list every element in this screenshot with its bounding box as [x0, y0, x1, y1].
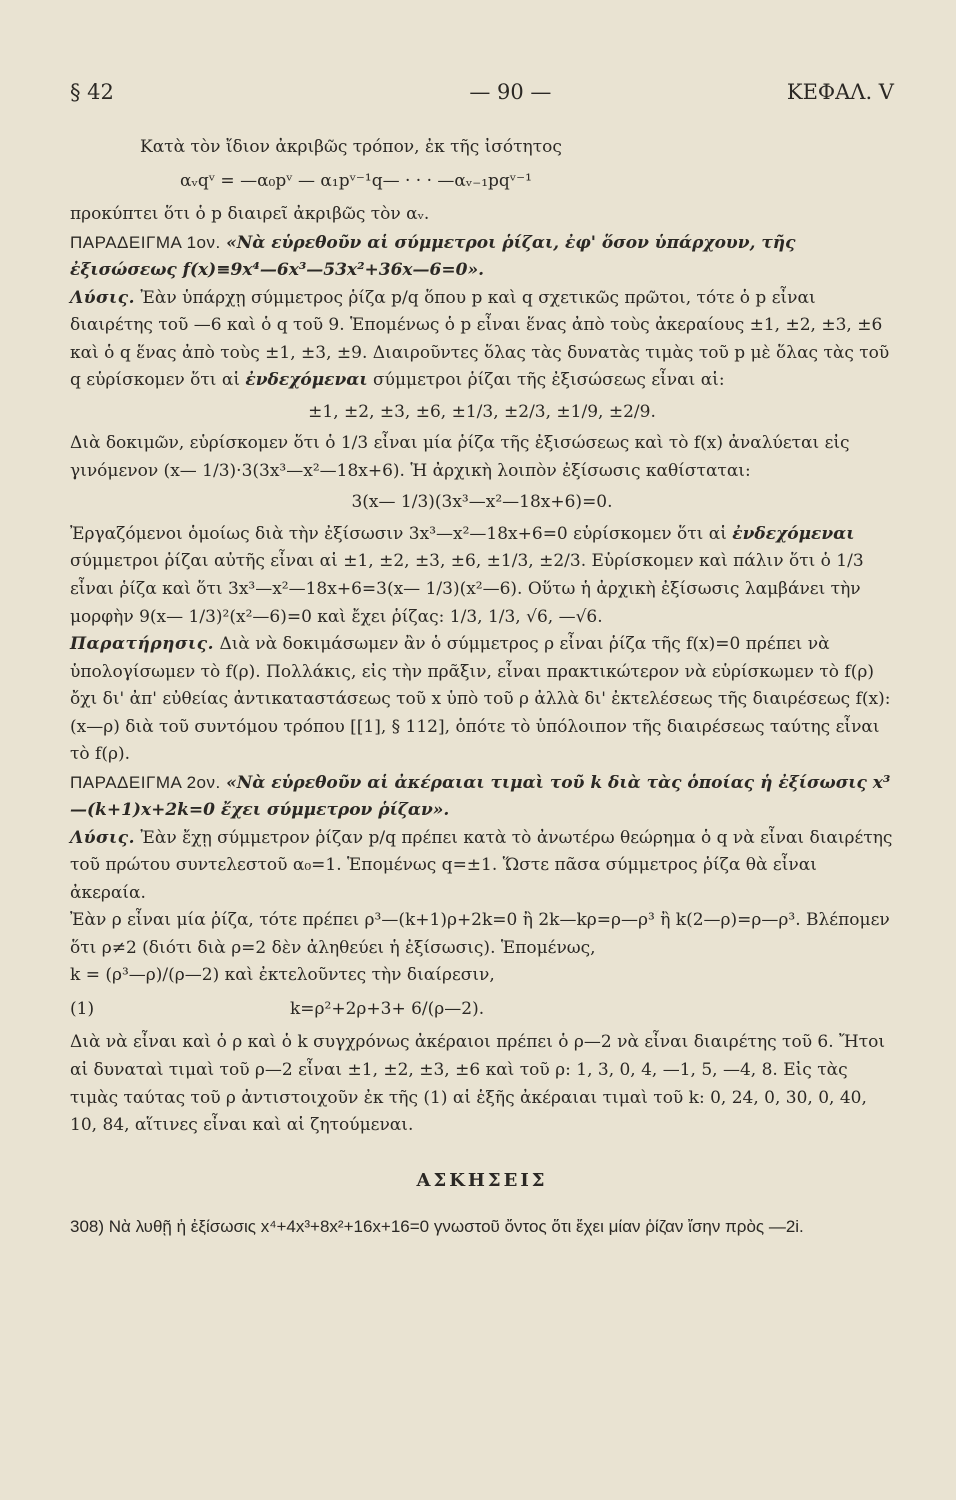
example-1-title: «Νὰ εὑρεθοῦν αἱ σύμμετροι ῥίζαι, ἐφ' ὅσον ὑπάρχουν, τῆς ἐξισώσεως f(x)≡9x⁴—6x³—53x²+36x—6=0». [70, 232, 796, 281]
solution-1-label: Λύσις. [70, 287, 136, 308]
example-2 [70, 769, 894, 825]
identity-formula: αᵥqᵛ = —α₀pᵛ — α₁pᵛ⁻¹q— · · · —αᵥ₋₁pqᵛ⁻¹ [180, 170, 532, 191]
paragraph-emphasis: ἐνδεχόμεναι [732, 523, 855, 544]
equation-1 [70, 996, 894, 1024]
page-number: — 90 — [469, 80, 552, 104]
text-line: Ἐὰν ρ εἶναι μία ῥίζα, τότε πρέπει ρ³—(k+1)ρ+2k=0 ἢ 2k—kρ=ρ—ρ³ ἢ k(2—ρ)=ρ—ρ³. Βλέπομεν ὅτι ρ≠2 (διότι διὰ ρ=2 δὲν ἀληθεύει ἡ ἐξίσωσις). Ἑπομένως, [70, 910, 890, 958]
solution-1 [70, 285, 894, 395]
text-line: Διὰ νὰ εἶναι καὶ ὁ ρ καὶ ὁ k συγχρόνως ἀκέραιοι πρέπει ὁ ρ—2 νὰ εἶναι διαιρέτης τοῦ 6. Ἤτοι αἱ δυναταὶ τιμαὶ τοῦ ρ—2 εἶναι ±1, ±2, ±3, ±6 καὶ τοῦ ρ: 1, 3, 0, 4, —1, 5, —4, 8. Εἰς τὰς τιμὰς ταύτας τοῦ ρ ἀντιστοιχοῦν ἐκ τῆς (1) αἱ ἑξῆς ἀκέραιαι τιμαὶ τοῦ k: 0, 24, 0, 30, 0, 40, 10, 84, αἵτινες εἶναι καὶ αἱ ζητούμεναι. [70, 1032, 886, 1136]
candidate-roots: ±1, ±2, ±3, ±6, ±1/3, ±2/3, ±1/9, ±2/9. [308, 401, 656, 422]
exercise-308: 308) Νὰ λυθῇ ἡ ἐξίσωσις x⁴+4x³+8x²+16x+16=0 γνωστοῦ ὄντος ὅτι ἔχει μίαν ῥίζαν ἴσην πρὸς —2i. [70, 1216, 804, 1236]
example-2-title: «Νὰ εὑρεθοῦν αἱ ἀκέραιαι τιμαὶ τοῦ k διὰ τὰς ὁποίας ἡ ἐξίσωσις x³—(k+1)x+2k=0 ἔχει σύμμετρον ῥίζαν». [70, 772, 891, 821]
chapter-label: ΚΕΦΑΛ. V [786, 80, 894, 104]
page-body [70, 134, 894, 1240]
solution-1-emphasis: ἐνδεχόμεναι [245, 370, 368, 391]
text-line: k = (ρ³—ρ)/(ρ—2) καὶ ἐκτελοῦντες τὴν διαίρεσιν, [70, 965, 495, 986]
paragraph [70, 521, 894, 631]
solution-1-end: σύμμετροι ῥίζαι τῆς ἐξισώσεως εἶναι αἱ: [373, 370, 725, 391]
factored-equation: 3(x— 1/3)(3x³—x²—18x+6)=0. [351, 492, 613, 513]
exercises-heading: ΑΣΚΗΣΕΙΣ [416, 1169, 548, 1191]
remark [70, 631, 894, 769]
solution-1-text: Ἐὰν ὑπάρχῃ σύμμετρος ῥίζα p/q ὅπου p καὶ q σχετικῶς πρῶτοι, τότε ὁ p εἶναι διαιρέτης τοῦ —6 καὶ ὁ q τοῦ 9. Ἑπομένως ὁ p εἶναι ἕνας ἀπὸ τοὺς ἀκεραίους ±1, ±2, ±3, ±6 καὶ ὁ q ἕνας ἀπὸ τοὺς ±1, ±3, ±9. Διαιροῦντες ὅλας τὰς δυνατὰς τιμὰς τοῦ p μὲ ὅλας τὰς τοῦ q εὑρίσκομεν ὅτι αἱ [70, 287, 890, 391]
equation-number: (1) [70, 998, 95, 1019]
text-line: Κατὰ τὸν ἴδιον ἀκριβῶς τρόπον, ἐκ τῆς ἰσότητος [140, 137, 562, 157]
paragraph-part: σύμμετροι ῥίζαι αὐτῆς εἶναι αἱ ±1, ±2, ±3, ±6, ±1/3, ±2/3. Εὑρίσκομεν καὶ πάλιν ὅτι ὁ 1/3 εἶναι ῥίζα καὶ ὅτι 3x³—x²—18x+6=3(x— 1/3)(x²—6). Οὕτω ἡ ἀρχικὴ ἐξίσωσις λαμβάνει τὴν μορφὴν 9(x— 1/3)²(x²—6)=0 καὶ ἔχει ῥίζας: 1/3, 1/3, √6, —√6. [70, 551, 864, 627]
solution-2-label: Λύσις. [70, 827, 136, 848]
example-2-label: ΠΑΡΑΔΕΙΓΜΑ 2ον. [70, 772, 221, 792]
remark-text: Διὰ νὰ δοκιμάσωμεν ἂν ὁ σύμμετρος ρ εἶναι ῥίζα τῆς f(x)=0 πρέπει νὰ ὑπολογίσωμεν τὸ f(ρ). Πολλάκις, εἰς τὴν πρᾶξιν, εἶναι πρακτικώτερον νὰ εὑρίσκωμεν τὸ f(ρ) ὄχι δι' ἀπ' εὐθείας ἀντικαταστάσεως τοῦ x ὑπὸ τοῦ ρ ἀλλὰ δι' ἐκτελέσεως τῆς διαιρέσεως f(x):(x—ρ) διὰ τοῦ συντόμου τρόπου [[1], § 112], ὁπότε τὸ ὑπόλοιπον τῆς διαιρέσεως ταύτης εἶναι τὸ f(ρ). [70, 634, 891, 765]
text-line: Διὰ δοκιμῶν, εὑρίσκομεν ὅτι ὁ 1/3 εἶναι μία ῥίζα τῆς ἐξισώσεως καὶ τὸ f(x) ἀναλύεται εἰς γινόμενον (x— 1/3)·3(3x³—x²—18x+6). Ἡ ἀρχικὴ λοιπὸν ἐξίσωσις καθίσταται: [70, 433, 850, 481]
remark-label: Παρατήρησις. [70, 634, 215, 655]
page-header [70, 80, 894, 104]
example-1 [70, 229, 894, 285]
text-line: προκύπτει ὅτι ὁ p διαιρεῖ ἀκριβῶς τὸν αᵥ. [70, 204, 430, 225]
paragraph-part: Ἐργαζόμενοι ὁμοίως διὰ τὴν ἐξίσωσιν 3x³—x²—18x+6=0 εὑρίσκομεν ὅτι αἱ [70, 523, 727, 544]
equation-body: k=ρ²+2ρ+3+ 6/(ρ—2). [290, 998, 485, 1019]
section-number: § 42 [70, 80, 114, 104]
solution-2 [70, 825, 894, 908]
solution-2-text: Ἐὰν ἔχῃ σύμμετρον ῥίζαν p/q πρέπει κατὰ τὸ ἀνωτέρω θεώρημα ὁ q νὰ εἶναι διαιρέτης τοῦ πρώτου συντελεστοῦ α₀=1. Ἑπομένως q=±1. Ὥστε πᾶσα σύμμετρος ῥίζα θὰ εἶναι ἀκεραία. [70, 827, 893, 903]
example-1-label: ΠΑΡΑΔΕΙΓΜΑ 1ον. [70, 232, 221, 252]
